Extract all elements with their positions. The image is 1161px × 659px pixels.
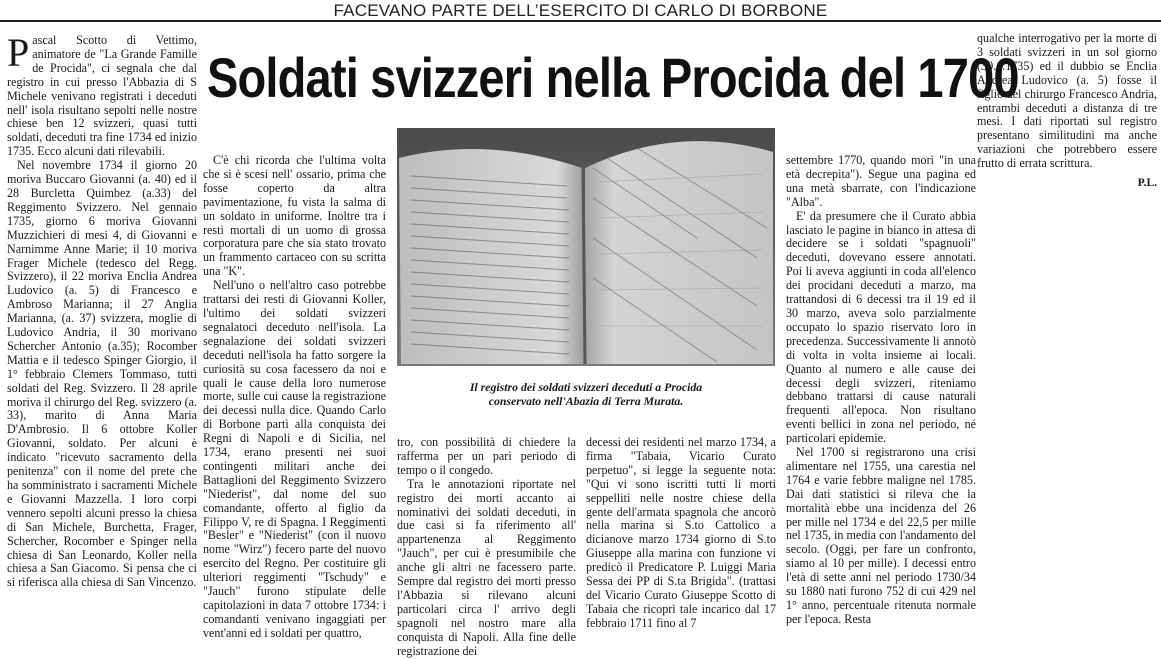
paragraph: Nel novembre 1734 il giorno 20 moriva Buccaro Giovanni (a. 40) ed il 28 Burcletta Quimbez (a.33) del Reggimento Svizzero. Nel gennaio 1735, giorno 6 moriva Giovanni Muzzichieri di mesi 4, di Giovanni e Narnimme Anne Marie; il 10 moriva Frager Michele (tedesco del Regg. Svizzero), il 22 moriva Enclia Andrea Ludovico (a. 5) di Francesco e Ambroso Marianna; il 27 Anglia Marianna, (a. 37) svizzera, moglie di Ludovico Andria, il 30 morivano Schercher Antonio (a.35); Rocomber Mattia e il tedesco Spinger Giorgio, il 1° febbraio Clemers Tommaso, tutti soldati del Reg. Svizzero. Il 28 aprile moriva il chirurgo del Reg. svizzero (a. 33), marito di Anna Maria D'Ambrosio. Il 6 ottobre Koller Giovanni, soldato. Per alcuni è indicato "ricevuto sacramento della penitenza" con il nome del prete che ha somministrato i sacramenti Michele e Giovanni Mazzella. I loro corpi vennero sepolti alcuni presso la chiesa di San Michele, Burchetta, Frager, Schercher, Rocomber e Spinger nella chiesa di San Leonardo, Koller nella chiesa a San Giacomo. Si pensa che ci si riferisca alla chiesa di San Vincenzo. (7, 158, 197, 590)
paragraph: decessi dei residenti nel marzo 1734, a firma "Tabaia, Vicario Curato perpetuo", si legge la seguente nota: "Qui vi sono iscritti tutti li morti seppelliti nelle nostre chiese della gente dell'armata spagnola che ancorò nella marina si S.to Cattolico a dicianove marzo 1734 giorno di S.to Giuseppe alla marina con funzione vi predicò il Predicatore P. Luiggi Maria Sessa dei PP di S.ta Brigida". (trattasi del Vicario Curato Giuseppe Scotto di Tabaia che ricoprì tale incarico dal 17 febbraio 1711 fino al 7 (586, 435, 776, 630)
article-column-4 (586, 435, 776, 630)
paragraph: Nell'uno o nell'altro caso potrebbe trattarsi dei resti di Giovanni Koller, l'ultimo dei soldati svizzeri segnalatoci deceduto nell'isola. La segnalazione dei soldati svizzeri deceduti nell'isola ha fatto sorgere la curiosità su cosa facessero da noi e quali le cause della loro numerose morte, sulle cui cause la registrazione dei decessi nulla dice. Quando Carlo di Borbone partì alla conquista dei Regni di Napoli e di Sicilia, nel 1734, erano presenti nei suoi contingenti militari anche dei Battaglioni del Reggimento Svizzero "Niederist", dal nome del suo comandante, offerto al figlio da Filippo V, re di Spagna. I Reggimenti "Besler" e "Niederist" (con il nuovo nome "Wirz") fecero parte del nuovo esercito del Regno. Per costituire gli ulteriori reggimenti "Tschudy" e "Jauch" furono stipulate delle capitolazioni in data 7 ottobre 1734: i comandanti venivano ingaggiati per vent'anni ed i soldati per quattro, (203, 278, 386, 640)
drop-cap: P (7, 30, 30, 75)
paragraph: E' da presumere che il Curato abbia lasciato le pagine in bianco in attesa di decidere se i soldati "spagnuoli" deceduti, dovevano essere annotati. Poi li aveva aggiunti in coda all'elenco dei procidani deceduti a marzo, ma trattandosi di 6 decessi tra il 19 ed il 30 marzo, aveva solo parzialmente occupato lo spazio riservato loro in precedenza. Successivamente li annotò di volta in volta insieme ai locali. Quanto al numero e alle cause dei decessi degli svizzeri, riteniamo debbano trattarsi di cause naturali frequenti all'epoca. Non risultano eventi bellici in zona nel periodo, né particolari epidemie. (786, 208, 976, 446)
paragraph: Nel 1700 si registrarono una crisi alimentare nel 1755, una carestia nel 1764 e varie febbre maligne nel 1785. Dai dati statistici si rileva che la mortalità ebbe una incidenza del 26 per mille nel 1734 e del 22,5 per mille nel 1735, in media con l'andamento del secolo. (Oggi, per fare un confronto, siamo al 10 per mille). I decessi entro l'età di sette anni nel periodo 1730/34 su 1880 nati furono 752 di cui 429 nel 1° anno, percentuale ritenuta normale per l'epoca. Resta (786, 445, 976, 626)
paragraph: tro, con possibilità di chiedere la rafferma per un pari periodo di tempo o il congedo. (397, 435, 576, 477)
article-column-3 (397, 435, 576, 658)
paragraph-text: ascal Scotto di Vettimo, animatore de "La Grande Famille de Procida", ci segnala che dal registro in cui presso l'Abbazia di S Michele venivano registrati i deceduti nell' isola risultano sepolti nelle nostre chiese ben 12 svizzeri, quasi tutti soldati, deceduti tra fine 1734 ed inizio 1735. Ecco alcuni dati rilevabili. (7, 33, 197, 159)
paragraph: qualche interrogativo per la morte di 3 soldati svizzeri in un sol giorno (30.1.1735) ed il dubbio se Enclia Andrea Ludovico (a. 5) fosse il figlio del chirurgo Francesco Andria, entrambi deceduti a distanza di tre mesi. I dati riportati sul registro presentano similitudini ma anche variazioni che potrebbero essere frutto di errata scrittura. (977, 31, 1157, 171)
paragraph: Tra le annotazioni riportate nel registro dei morti accanto ai nominativi dei soldati deceduti, in due casi si fa riferimento all' appartenenza al Reggimento "Jauch", per cui è presumibile che anche gli altri ne facessero parte. Sempre dal registro dei morti presso l'Abbazia si rilevano alcuni particolari circa l' arrivo degli spagnoli nel nostro mare alla conquista di Napoli. Alla fine delle registrazione dei (397, 476, 576, 658)
paragraph: settembre 1770, quando morì "in una età decrepita"). Segue una pagina ed una metà sbarrate, con l'indicazione "Alba". (786, 153, 976, 209)
photo-caption (397, 380, 775, 408)
article (0, 24, 1161, 658)
article-column-1 (7, 30, 197, 600)
article-column-2 (203, 153, 386, 640)
paragraph (7, 30, 197, 159)
register-photo (397, 128, 775, 366)
caption-line: conservato nell'Abazia di Terra Murata. (488, 394, 684, 408)
open-book-image (397, 128, 775, 366)
paragraph: C'è chi ricorda che l'ultima volta che si è scesi nell' ossario, prima che fosse coperto da altra pavimentazione, fu vista la salma di un soldato in uniforme. Inoltre tra i resti mortali di un uomo di grossa corporatura pare che sia stato trovato un frammento cartaceo con su scritta una "K". (203, 153, 386, 279)
article-column-5 (786, 153, 976, 626)
headline: Soldati svizzeri nella Procida del 1700 (207, 46, 1019, 109)
section-kicker: FACEVANO PARTE DELL’ESERCITO DI CARLO DI BORBONE (0, 0, 1161, 22)
author-signature: P.L. (1137, 177, 1157, 190)
caption-line: Il registro dei soldati svizzeri deceduti a Procida (469, 380, 703, 394)
article-column-6 (977, 32, 1157, 192)
